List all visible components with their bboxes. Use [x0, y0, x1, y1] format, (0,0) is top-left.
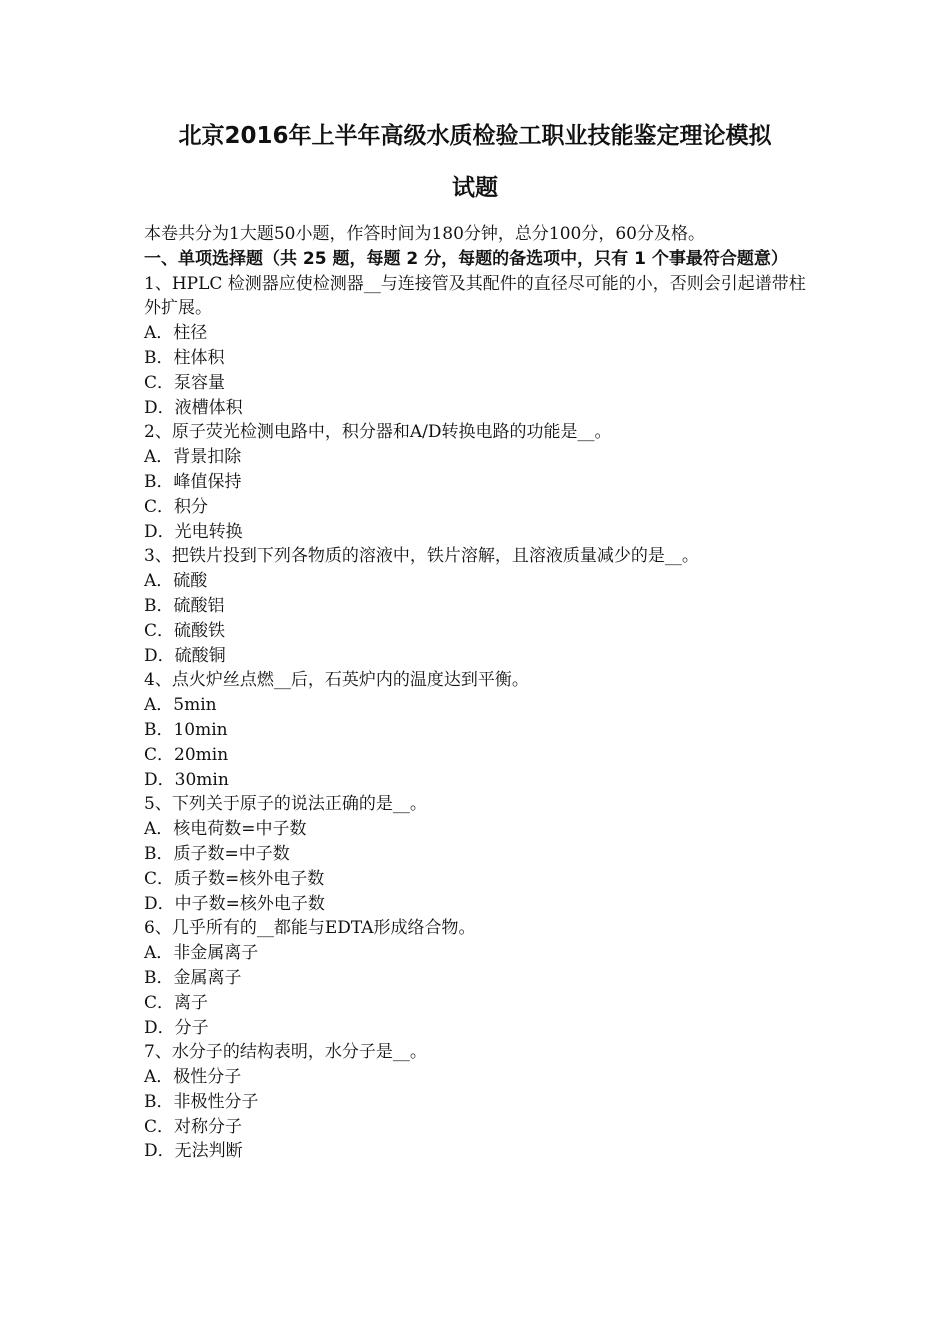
- option-d: D．无法判断: [144, 1141, 243, 1162]
- option-b: B．柱体积: [144, 347, 225, 368]
- exam-intro: 本卷共分为1大题50小题，作答时间为180分钟，总分100分，60分及格。: [144, 224, 705, 244]
- option-d: D．硫酸铜: [144, 645, 226, 666]
- document-title-line-2: 试题: [452, 175, 498, 201]
- question-4: [144, 668, 812, 792]
- option-a: A．极性分子: [144, 1067, 242, 1088]
- option-c: C．20min: [144, 744, 229, 765]
- question-5: [144, 792, 812, 916]
- option-d: D．液槽体积: [144, 397, 243, 418]
- option-d: D．光电转换: [144, 521, 243, 542]
- option-b: B．硫酸铝: [144, 595, 225, 616]
- option-b: B．非极性分子: [144, 1091, 259, 1112]
- option-c: C．硫酸铁: [144, 620, 226, 641]
- question-stem: 6、几乎所有的__都能与EDTA形成络合物。: [144, 918, 476, 939]
- question-6: [144, 916, 812, 1040]
- option-d: D．30min: [144, 769, 229, 790]
- option-a: A．背景扣除: [144, 447, 242, 468]
- option-d: D．中子数=核外电子数: [144, 893, 325, 914]
- option-b: B．金属离子: [144, 967, 242, 988]
- question-3: [144, 544, 812, 668]
- option-b: B．10min: [144, 719, 228, 740]
- document-body: [144, 222, 812, 1164]
- question-stem: 4、点火炉丝点燃__后，石英炉内的温度达到平衡。: [144, 670, 529, 691]
- option-d: D．分子: [144, 1017, 209, 1038]
- question-stem: 2、原子荧光检测电路中，积分器和A/D转换电路的功能是__。: [144, 422, 612, 443]
- option-a: A．核电荷数=中子数: [144, 819, 307, 840]
- option-c: C．泵容量: [144, 372, 226, 393]
- document-title-line-1: 北京2016年上半年高级水质检验工职业技能鉴定理论模拟: [178, 123, 772, 149]
- option-c: C．质子数=核外电子数: [144, 868, 325, 889]
- option-c: C．离子: [144, 992, 209, 1013]
- option-c: C．积分: [144, 496, 209, 517]
- option-c: C．对称分子: [144, 1116, 243, 1137]
- option-a: A．柱径: [144, 323, 208, 344]
- question-7: [144, 1040, 812, 1164]
- option-b: B．峰值保持: [144, 471, 242, 492]
- option-b: B．质子数=中子数: [144, 843, 290, 864]
- option-a: A．硫酸: [144, 571, 208, 592]
- question-stem: 7、水分子的结构表明，水分子是__。: [144, 1042, 427, 1063]
- question-2: [144, 420, 812, 544]
- question-stem: 3、把铁片投到下列各物质的溶液中，铁片溶解，且溶液质量减少的是__。: [144, 546, 699, 567]
- question-1: [144, 272, 812, 421]
- option-a: A．非金属离子: [144, 943, 259, 964]
- question-stem: 5、下列关于原子的说法正确的是__。: [144, 794, 427, 815]
- option-a: A．5min: [144, 695, 217, 716]
- question-stem: 1、HPLC 检测器应使检测器__与连接管及其配件的直径尽可能的小，否则会引起谱带柱外扩展。: [144, 273, 806, 319]
- section-heading: 一、单项选择题（共 25 题，每题 2 分，每题的备选项中，只有 1 个事最符合题意）: [144, 248, 788, 269]
